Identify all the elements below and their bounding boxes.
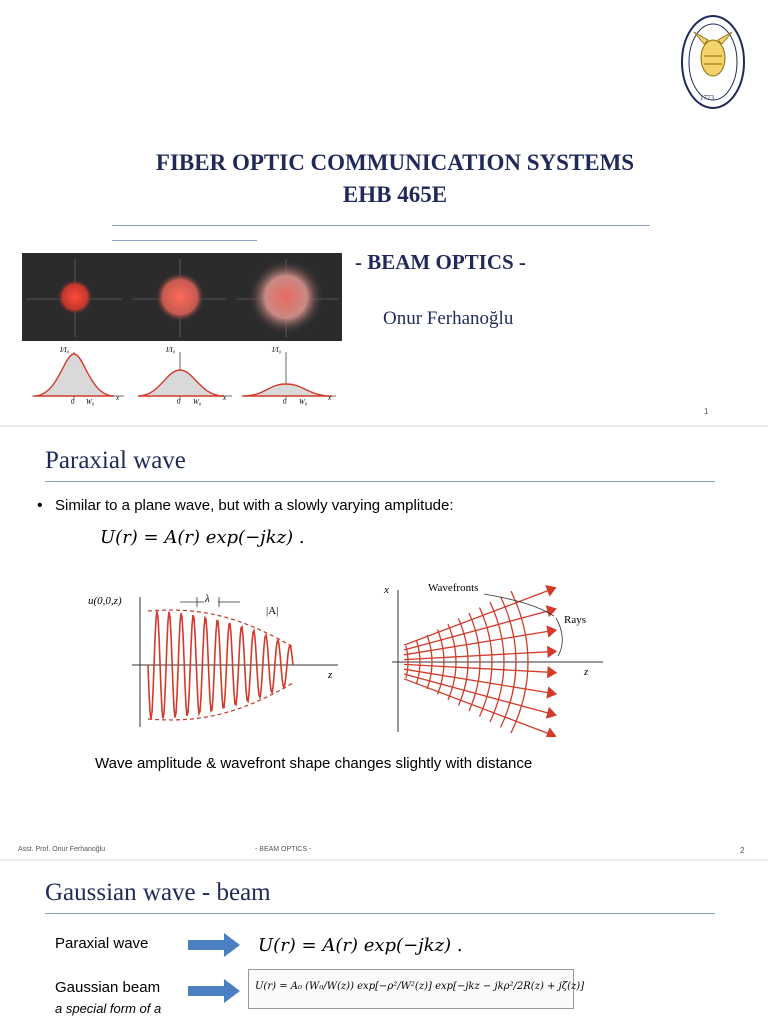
arrow-1-icon xyxy=(188,933,240,957)
profile1-x: x xyxy=(116,394,120,402)
wavefronts-label: Wavefronts xyxy=(428,582,479,594)
lecture-subtitle: - BEAM OPTICS - xyxy=(355,250,526,274)
footer-center: - BEAM OPTICS - xyxy=(255,846,312,853)
profile3-ylabel: I/I₀ xyxy=(272,346,282,354)
profile2-ylabel: I/I₀ xyxy=(166,346,176,354)
ray-arrowhead xyxy=(547,688,556,698)
title-rule xyxy=(112,225,650,226)
presentation-title: FIBER OPTIC COMMUNICATION SYSTEMS xyxy=(155,150,635,175)
row2-equation: U(r) = A₀ (W₀/W(z)) exp[−ρ²/W²(z)] exp[−jkz − jkρ²/2R(z) + jζ(z)] xyxy=(255,981,585,992)
bullet-dot: • xyxy=(37,497,43,514)
university-logo xyxy=(680,14,746,110)
rays-xlabel: z xyxy=(584,666,589,678)
wave-xlabel: z xyxy=(328,669,333,681)
figure-caption: Wave amplitude & wavefront shape changes slightly with distance xyxy=(95,755,533,772)
page-number-1: 1 xyxy=(704,407,709,416)
heading-rule-3 xyxy=(45,913,715,914)
intensity-profiles xyxy=(28,346,338,408)
logo-year: 1773 xyxy=(700,94,714,102)
profile3-w0: W₀ xyxy=(299,398,308,406)
wave-amp-label: |A| xyxy=(266,605,279,617)
paraxial-wave-label: Paraxial wave xyxy=(55,935,149,952)
slide-3-heading: Gaussian wave - beam xyxy=(45,879,271,906)
wave-lambda: λ xyxy=(205,593,210,605)
slide-2 xyxy=(0,427,768,859)
ray-line xyxy=(404,664,548,672)
arrow-2-icon xyxy=(188,979,240,1003)
ray-line xyxy=(404,652,548,660)
footer-left: Asst. Prof. Onur Ferhanoğlu xyxy=(18,846,106,853)
ray-arrowhead xyxy=(547,708,556,718)
rays-ylabel: x xyxy=(384,584,389,596)
gaussian-equation-box xyxy=(248,969,585,1009)
heading-rule-2 xyxy=(45,481,715,482)
profile2-w0: W₀ xyxy=(193,398,202,406)
slide-2-heading: Paraxial wave xyxy=(45,447,186,474)
title-rule-short xyxy=(112,240,257,241)
profile1-zero: 0 xyxy=(71,398,75,406)
paraxial-equation: U(r) = A(r) exp(−jkz) . xyxy=(100,527,305,548)
bullet-text: Similar to a plane wave, but with a slowly varying amplitude: xyxy=(55,497,454,514)
wavefronts-figure xyxy=(378,582,608,737)
page-number-2: 2 xyxy=(740,846,745,855)
ray-arrowhead xyxy=(547,626,556,636)
slide-3 xyxy=(0,861,768,1024)
rays-label: Rays xyxy=(564,614,586,626)
ray-arrowhead xyxy=(546,586,555,595)
author-name: Onur Ferhanoğlu xyxy=(383,308,514,329)
wave-ylabel: u(0,0,z) xyxy=(88,595,122,607)
profile1-ylabel: I/I₀ xyxy=(60,346,70,354)
beam-spot-images xyxy=(22,253,342,341)
profile1-w0: W₀ xyxy=(86,398,95,406)
wave-amplitude-figure xyxy=(88,587,358,737)
profile2-x: x xyxy=(223,394,227,402)
slide-1 xyxy=(0,0,768,425)
gaussian-beam-sublabel: a special form of a xyxy=(55,1001,162,1016)
ray-arrowhead xyxy=(546,729,555,737)
gaussian-beam-label: Gaussian beam xyxy=(55,979,161,996)
ray-arrowhead xyxy=(548,667,556,677)
profile3-x: x xyxy=(328,394,332,402)
row1-equation: U(r) = A(r) exp(−jkz) . xyxy=(258,935,463,956)
course-code: EHB 465E xyxy=(342,182,448,207)
profile3-zero: 0 xyxy=(283,398,287,406)
profile2-zero: 0 xyxy=(177,398,181,406)
ray-arrowhead xyxy=(548,647,556,657)
